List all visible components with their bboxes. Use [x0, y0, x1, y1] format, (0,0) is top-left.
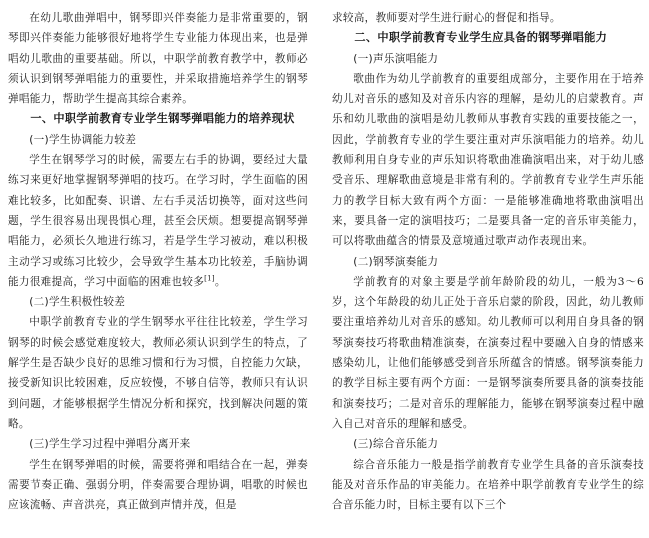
subsection-1-1-end: 。 [214, 275, 226, 288]
subsection-2-3-heading: (三)综合音乐能力 [353, 438, 439, 451]
subsection-1-2-heading: (二)学生积极性较差 [29, 296, 126, 309]
section-2-heading: 二、中职学前教育专业学生应具备的钢琴弹唱能力 [354, 31, 608, 45]
citation-marker: [1] [204, 274, 215, 283]
subsection-1-3-heading: (三)学生学习过程中弹唱分离开来 [29, 438, 191, 451]
continuation-paragraph: 求较高，教师要对学生进行耐心的督促和指导。 [332, 12, 561, 24]
subsection-2-2-heading: (二)钢琴演奏能力 [353, 255, 439, 268]
intro-paragraph: 在幼儿歌曲弹唱中，钢琴即兴伴奏能力是非常重要的，钢琴即兴伴奏能力能够很好地将学生专业能力体现出来，也是弹唱幼儿歌曲的重要基础。所以，中职学前教育教学中，教师必须认识到钢琴弹唱能力的重要性，并采取措施培养学生的钢琴弹唱能力，帮助学生提高其综合素养。 [8, 12, 308, 106]
subsection-1-1-heading: (一)学生协调能力较差 [29, 133, 137, 146]
subsection-2-1-heading: (一)声乐演唱能力 [353, 52, 439, 65]
section-1-heading: 一、中职学前教育专业学生钢琴弹唱能力的培养现状 [30, 112, 295, 126]
subsection-2-3-paragraph: 综合音乐能力一般是指学前教育专业学生具备的音乐演奏技能及对音乐作品的审美能力。在培养中职学前教育专业学生的综合音乐能力时，目标主要有以下三个 [332, 458, 644, 512]
subsection-1-1-text: 学生在钢琴学习的时候，需要左右手的协调，要经过大量练习来更好地掌握钢琴弹唱的技巧。在学习时，学生面临的困难比较多，比如配奏、识谱、左右手灵活切换等，面对这些问题，学生很容易出现畏惧心理，甚至会厌烦。想要提高钢琴弹唱能力，必须长久地进行练习，若是学生学习被动，难以积极主动学习或练习比较少，会导致学生基本功比较差，手脑协调能力很难提高，学习中面临的困难也较多 [8, 154, 308, 288]
right-column [332, 8, 644, 515]
subsection-2-1-paragraph: 歌曲作为幼儿学前教育的重要组成部分，主要作用在于培养幼儿对音乐的感知及对音乐内容的理解，是幼儿的启蒙教育。声乐和幼儿歌曲的演唱是幼儿教师从事教育实践的重要技能之一，因此，学前教育专业的学生要注重对声乐演唱能力的培养。幼儿教师利用自身专业的声乐知识将歌曲准确演唱出来，对于幼儿感受音乐、理解歌曲意境是非常有利的。学前教育专业学生声乐能力的教学目标大致有两个方面：一是能够准确地将歌曲演唱出来，要具备一定的演唱技巧；二是要具备一定的音乐审美能力，可以将歌曲蕴含的情景及意境通过歌声动作表现出来。 [332, 72, 644, 248]
subsection-2-2-paragraph: 学前教育的对象主要是学前年龄阶段的幼儿，一般为3～6岁，这个年龄段的幼儿正处于音乐启蒙的阶段，因此，幼儿教师要注重培养幼儿对音乐的感知。幼儿教师可以利用自身具备的钢琴演奏技巧将歌曲精准演奏，在演奏过程中要融入自身的情感来感染幼儿，让他们能够感受到音乐所蕴含的情感。钢琴演奏能力的教学目标主要有两个方面：一是钢琴演奏所要具备的演奏技能和演奏技巧；二是对音乐的理解能力，能够在钢琴演奏过程中融入自己对音乐的理解和感受。 [332, 275, 644, 430]
subsection-1-1-paragraph [8, 150, 308, 292]
subsection-1-3-paragraph: 学生在钢琴弹唱的时候，需要将弹和唱结合在一起，弹奏需要节奏正确、强弱分明，伴奏需要合理协调，唱歌的时候也应该流畅、声音洪亮，真正做到声情并茂，但是 [8, 458, 308, 512]
subsection-1-2-paragraph: 中职学前教育专业的学生钢琴水平往往比较差，学生学习钢琴的时候会感觉难度较大，教师必须认识到学生的特点，了解学生是否缺少良好的思维习惯和行为习惯，自控能力欠缺，接受新知识比较困难，反应较慢，不够自信等，教师只有认识到问题，才能够根据学生情况分析和探究，找到解决问题的策略。 [8, 316, 308, 430]
left-column [8, 8, 308, 515]
